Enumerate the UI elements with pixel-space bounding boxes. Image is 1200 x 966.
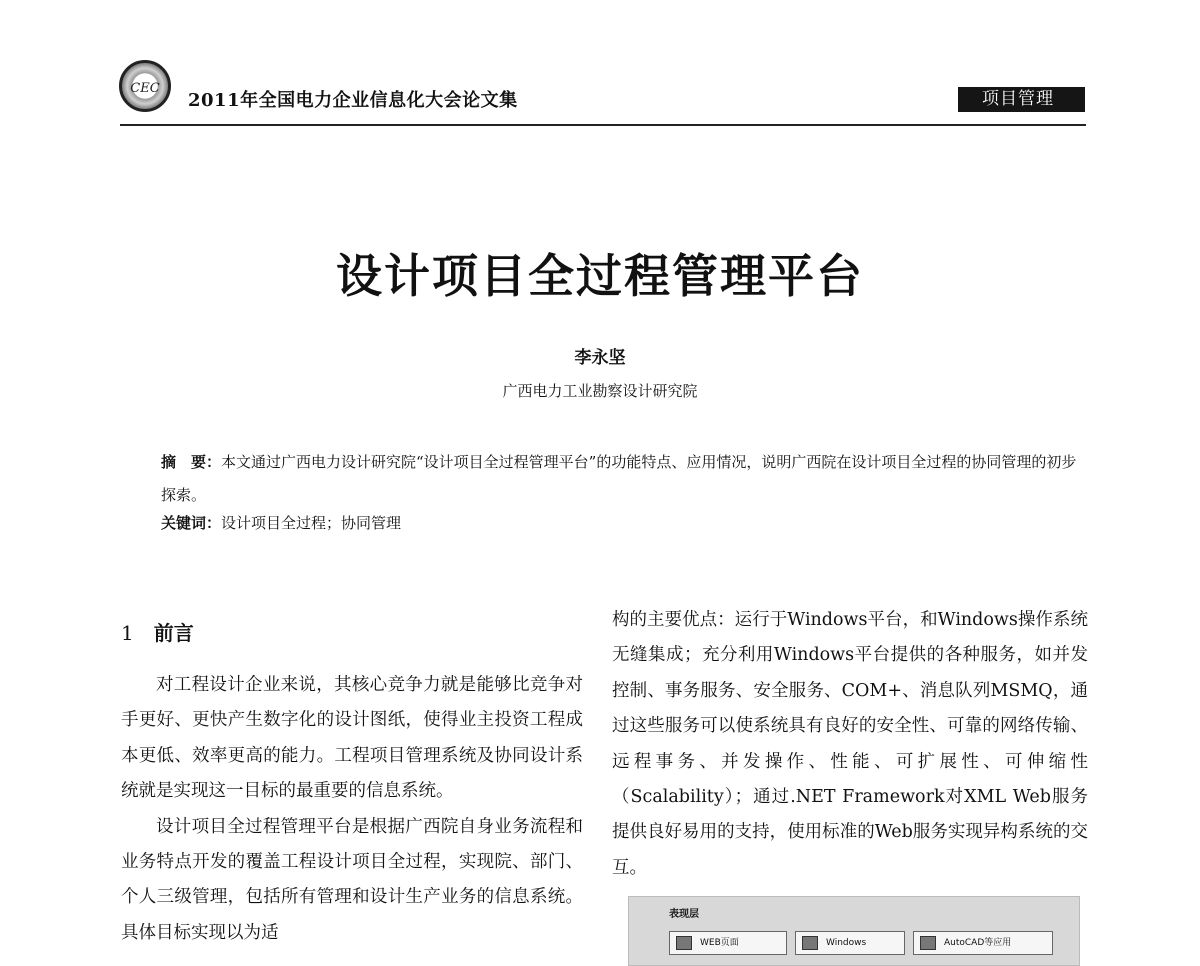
architecture-figure (628, 896, 1080, 966)
web-icon (676, 936, 692, 950)
abstract (161, 446, 1087, 512)
figure-box-label: WEB页面 (700, 938, 739, 948)
autocad-icon (920, 936, 936, 950)
abstract-label: 摘 要： (161, 453, 222, 471)
svg-text:CEC: CEC (130, 81, 160, 96)
figure-layer-label: 表现层 (669, 909, 699, 920)
windows-icon (802, 936, 818, 950)
figure-box-autocad (913, 931, 1053, 955)
cec-logo-mark (122, 63, 168, 109)
left-column (121, 617, 583, 951)
keywords (161, 512, 401, 533)
right-column (612, 603, 1088, 886)
paragraph: 设计项目全过程管理平台是根据广西院自身业务流程和业务特点开发的覆盖工程设计项目全过程，实现院、部门、个人三级管理，包括所有管理和设计生产业务的信息系统。具体目标实现以为适 (121, 816, 583, 943)
paper-title: 设计项目全过程管理平台 (336, 249, 864, 303)
journal-title: 2011年全国电力企业信息化大会论文集 (188, 90, 518, 111)
section-title: 前言 (153, 621, 194, 645)
figure-box-windows (795, 931, 905, 955)
section-heading (121, 617, 583, 646)
figure-box-label: AutoCAD等应用 (944, 938, 1012, 948)
keywords-text: 设计项目全过程；协同管理 (221, 514, 402, 532)
author-affiliation: 广西电力工业勘察设计研究院 (502, 382, 698, 400)
header-rule (120, 124, 1086, 126)
keywords-label: 关键词： (161, 514, 222, 532)
section-number: 1 (121, 621, 134, 645)
abstract-text: 本文通过广西电力设计研究院“设计项目全过程管理平台”的功能特点、应用情况，说明广西院在设计项目全过程的协同管理的初步探索。 (161, 453, 1077, 504)
paragraph: 构的主要优点：运行于Windows平台，和Windows操作系统无缝集成；充分利用Windows平台提供的各种服务，如并发控制、事务服务、安全服务、COM+、消息队列MSMQ，通过这些服务可以使系统具有良好的安全性、可靠的网络传输、远程事务、并发操作、性能、可扩展性、可伸缩性（Scalability）；通过.NET Framework对XML Web服务提供良好易用的支持，使用标准的Web服务实现异构系统的交互。 (612, 610, 1088, 878)
section-badge: 项目管理 (958, 87, 1085, 112)
cec-logo (119, 60, 171, 112)
author-name: 李永坚 (574, 348, 626, 368)
figure-box-label: Windows (826, 938, 867, 948)
figure-box-web (669, 931, 787, 955)
paragraph: 对工程设计企业来说，其核心竞争力就是能够比竞争对手更好、更快产生数字化的设计图纸，使得业主投资工程成本更低、效率更高的能力。工程项目管理系统及协同设计系统就是实现这一目标的最重要的信息系统。 (121, 675, 583, 802)
